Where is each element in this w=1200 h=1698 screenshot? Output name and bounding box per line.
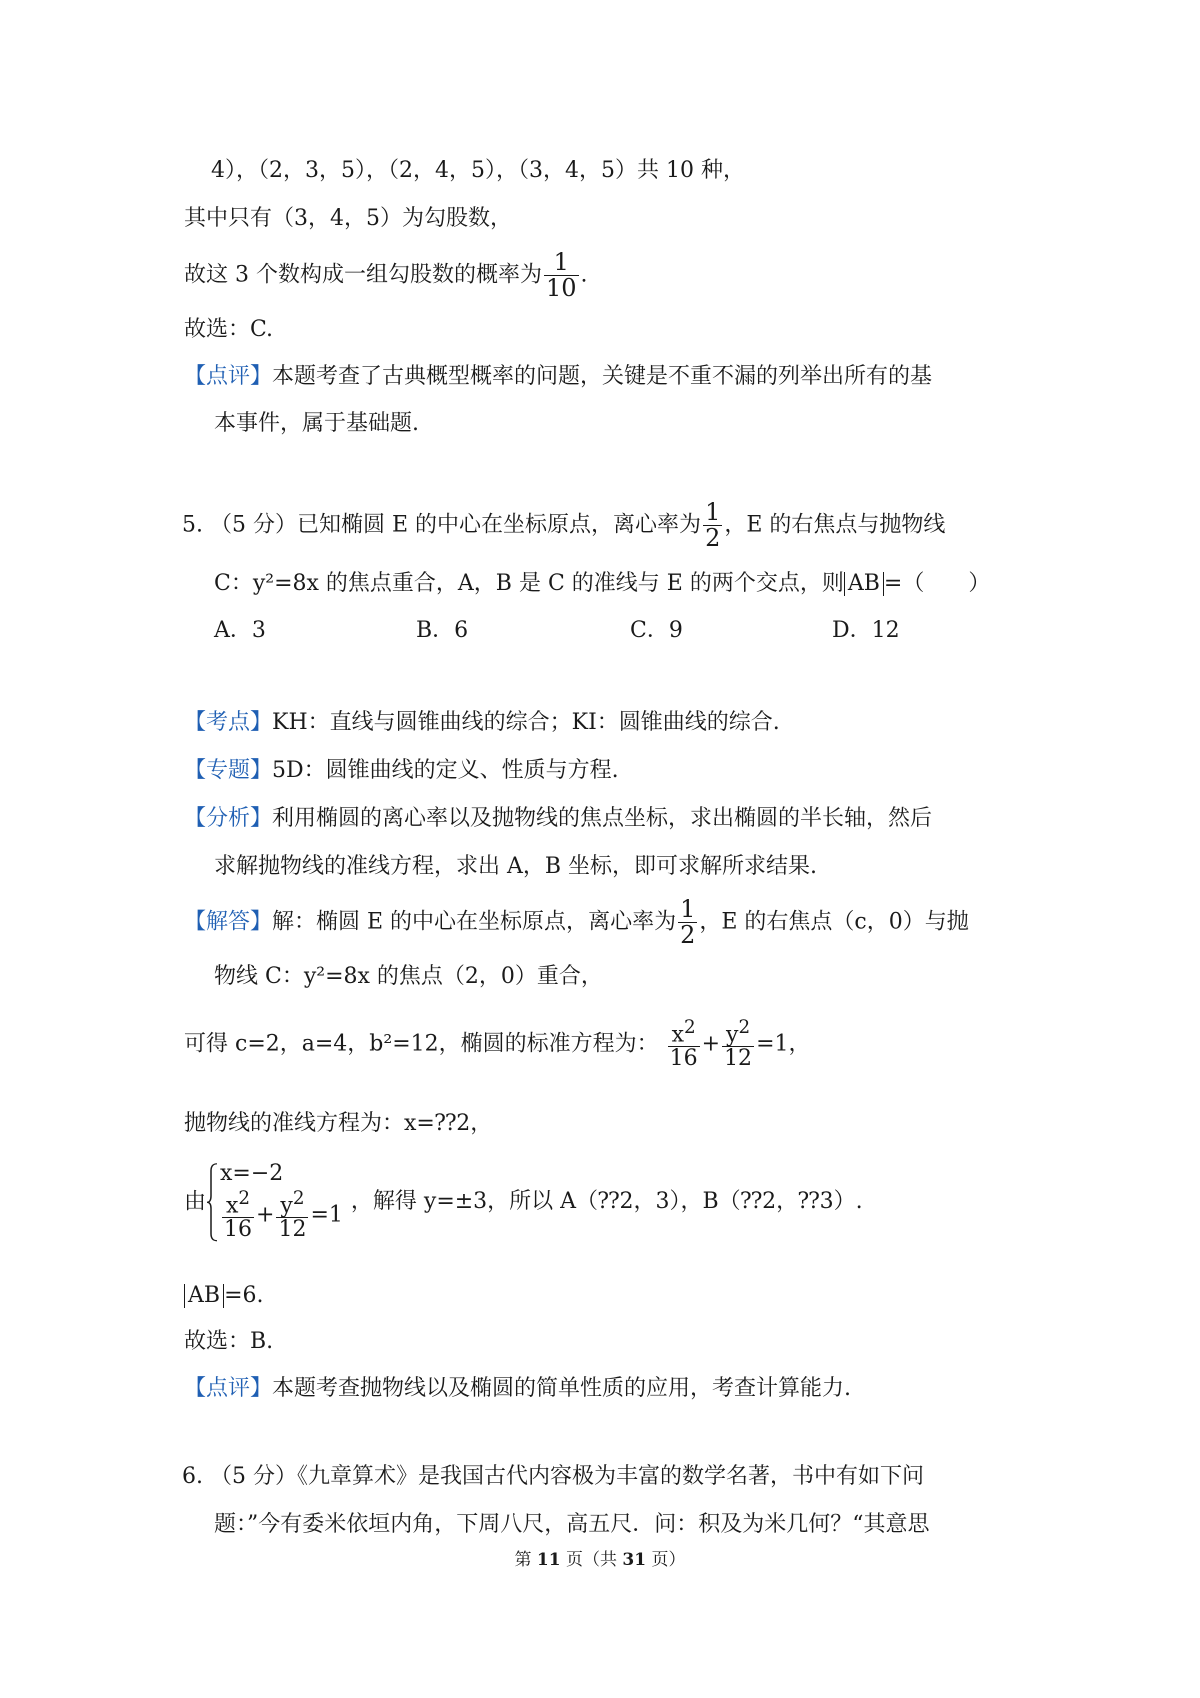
s4-text-3: 故这 3 个数构成一组勾股数的概率为 <box>184 262 542 288</box>
q5-score: （5 分） <box>210 512 297 538</box>
q5-fenxi-line-2 <box>214 856 817 878</box>
ellipse-x-term <box>668 1018 700 1071</box>
q6-score: （5 分） <box>210 1464 297 1489</box>
x-square: 2 <box>238 1188 251 1209</box>
x-square: 2 <box>684 1017 696 1038</box>
footer-post: 页） <box>646 1550 686 1570</box>
option-c-text: C．9 <box>630 618 683 643</box>
footer-pre: 第 <box>514 1550 537 1570</box>
total-pages: 31 <box>622 1550 647 1570</box>
s4-answer: 故选：C. <box>184 317 274 342</box>
denominator-12: 12 <box>278 1217 307 1243</box>
kaodian-text: KH：直线与圆锥曲线的综合；KI：圆锥曲线的综合. <box>272 710 780 735</box>
footer-mid: 页（共 <box>560 1550 623 1570</box>
q6-number: 6. <box>182 1464 203 1489</box>
eccentricity-fraction <box>703 500 722 551</box>
denominator-12: 12 <box>724 1046 753 1072</box>
jieda-text-1: 解：椭圆 E 的中心在坐标原点，离心率为 <box>272 909 677 935</box>
s4-review-line-1 <box>184 366 932 388</box>
s4-period: . <box>580 262 588 288</box>
zhuanti-text: 5D：圆锥曲线的定义、性质与方程. <box>272 758 619 783</box>
jieda-tag: 【解答】 <box>184 909 273 935</box>
fraction-denominator: 10 <box>546 274 577 303</box>
q5-text-1: 已知椭圆 E 的中心在坐标原点，离心率为 <box>297 512 702 538</box>
q5-fenxi-line-1 <box>184 808 932 830</box>
current-page: 11 <box>536 1550 561 1570</box>
s4-line-1 <box>211 160 745 182</box>
fenxi-text-1: 利用椭圆的离心率以及抛物线的焦点坐标，求出椭圆的半长轴，然后 <box>272 806 933 831</box>
jieda-text-2: 物线 C：y²=8x 的焦点（2，0）重合， <box>214 964 603 989</box>
denominator-16: 16 <box>669 1046 698 1072</box>
q5-jieda-line-3 <box>184 1018 811 1071</box>
equation-system <box>206 1163 343 1242</box>
q5-zhuanti-line <box>184 760 619 782</box>
s4-text-2: 其中只有（3，4，5）为勾股数， <box>184 206 512 231</box>
jieda-comma: ， <box>788 1031 811 1057</box>
option-b-text: B．6 <box>416 618 469 643</box>
left-brace-icon <box>206 1163 218 1242</box>
abs-ab-2: AB <box>184 1284 224 1308</box>
s4-text-1: 4），（2，3，5），（2，4，5），（3，4，5）共 10 种， <box>211 158 745 183</box>
q6-line-2 <box>214 1514 930 1536</box>
page-footer <box>0 1552 1200 1569</box>
q5-line-2 <box>214 572 990 596</box>
system-x-term <box>222 1189 254 1242</box>
jieda-text-5-pre: 由 <box>184 1189 207 1215</box>
dianping-tag: 【点评】 <box>184 1376 273 1401</box>
review-text-2: 本事件，属于基础题. <box>214 411 419 436</box>
jieda-text-3: 可得 c=2，a=4，b²=12，椭圆的标准方程为： <box>184 1031 659 1057</box>
probability-fraction <box>544 250 579 301</box>
x-var: x <box>225 1193 239 1219</box>
y-square: 2 <box>292 1188 305 1209</box>
q6-line-1 <box>182 1466 924 1488</box>
option-d-text: D．12 <box>832 618 900 643</box>
jieda-answer: 故选：B. <box>184 1329 274 1354</box>
q5-jieda-line-2 <box>214 966 603 988</box>
q5-dianping-line <box>184 1378 851 1400</box>
denominator-16: 16 <box>224 1217 253 1243</box>
jieda-text-5-post: ，解得 y=±3，所以 A（⁇2，3），B（⁇2，⁇3）. <box>350 1189 863 1215</box>
s4-line-3 <box>184 250 588 301</box>
system-row-1: x=−2 <box>220 1161 284 1186</box>
q5-option-d <box>832 620 900 642</box>
kaodian-tag: 【考点】 <box>184 710 273 735</box>
q5-option-b <box>416 620 468 642</box>
q5-text-1b: ，E 的右焦点与抛物线 <box>724 512 946 538</box>
q5-jieda-line-4 <box>184 1113 492 1135</box>
option-a-text: A．3 <box>214 618 266 643</box>
jieda-text-4: 抛物线的准线方程为：x=⁇2， <box>184 1111 493 1136</box>
q5-jieda-line-6 <box>184 1284 264 1308</box>
q6-text-2: 题：”今有委米依垣内角，下周八尺，高五尺．问：积及为米几何？“其意思 <box>214 1512 930 1537</box>
plus-sign: + <box>256 1202 275 1228</box>
jieda-text-1b: ，E 的右焦点（c，0）与抛 <box>699 909 969 935</box>
q5-line-1 <box>182 500 945 551</box>
equals-one: =1 <box>310 1202 343 1228</box>
fenxi-tag: 【分析】 <box>184 806 273 831</box>
fraction-numerator: 1 <box>553 248 569 276</box>
zhuanti-tag: 【专题】 <box>184 758 273 783</box>
q5-text-2b: =（ ） <box>883 571 991 596</box>
system-row-2 <box>220 1189 343 1242</box>
q5-jieda-line-7 <box>184 1331 273 1353</box>
ellipse-y-term <box>722 1018 754 1071</box>
fraction-numerator: 1 <box>705 498 721 526</box>
q5-kaodian-line <box>184 712 780 734</box>
y-var: y <box>726 1022 739 1048</box>
x-var: x <box>671 1022 684 1048</box>
eccentricity-fraction-2 <box>678 897 697 948</box>
system-y-term <box>276 1189 308 1242</box>
q5-jieda-line-5 <box>184 1163 863 1242</box>
s4-line-2 <box>184 208 512 230</box>
review-text-1: 本题考查了古典概型概率的问题，关键是不重不漏的列举出所有的基 <box>272 364 933 389</box>
fraction-denominator: 2 <box>705 524 721 553</box>
q5-option-a <box>214 620 266 642</box>
fraction-numerator: 1 <box>680 895 696 923</box>
q5-jieda-line-1 <box>184 897 969 948</box>
q5-number: 5. <box>182 512 203 538</box>
s4-review-line-2 <box>214 413 419 435</box>
y-square: 2 <box>738 1017 751 1038</box>
q6-text-1: 《九章算术》是我国古代内容极为丰富的数学名著，书中有如下问 <box>297 1464 925 1489</box>
fraction-denominator: 2 <box>680 921 696 950</box>
q5-text-2: C：y²=8x 的焦点重合，A，B 是 C 的准线与 E 的两个交点，则 <box>214 571 844 596</box>
review-tag: 【点评】 <box>184 364 273 389</box>
dianping-text: 本题考查抛物线以及椭圆的简单性质的应用，考查计算能力. <box>272 1376 852 1401</box>
abs-ab: AB <box>844 572 884 596</box>
s4-line-4 <box>184 319 273 341</box>
plus-sign: + <box>701 1031 721 1057</box>
q5-option-c <box>630 620 683 642</box>
jieda-text-6: =6. <box>224 1283 264 1308</box>
equals-one: =1 <box>756 1031 789 1057</box>
fenxi-text-2: 求解抛物线的准线方程，求出 A，B 坐标，即可求解所求结果. <box>214 854 818 879</box>
y-var: y <box>280 1193 293 1219</box>
